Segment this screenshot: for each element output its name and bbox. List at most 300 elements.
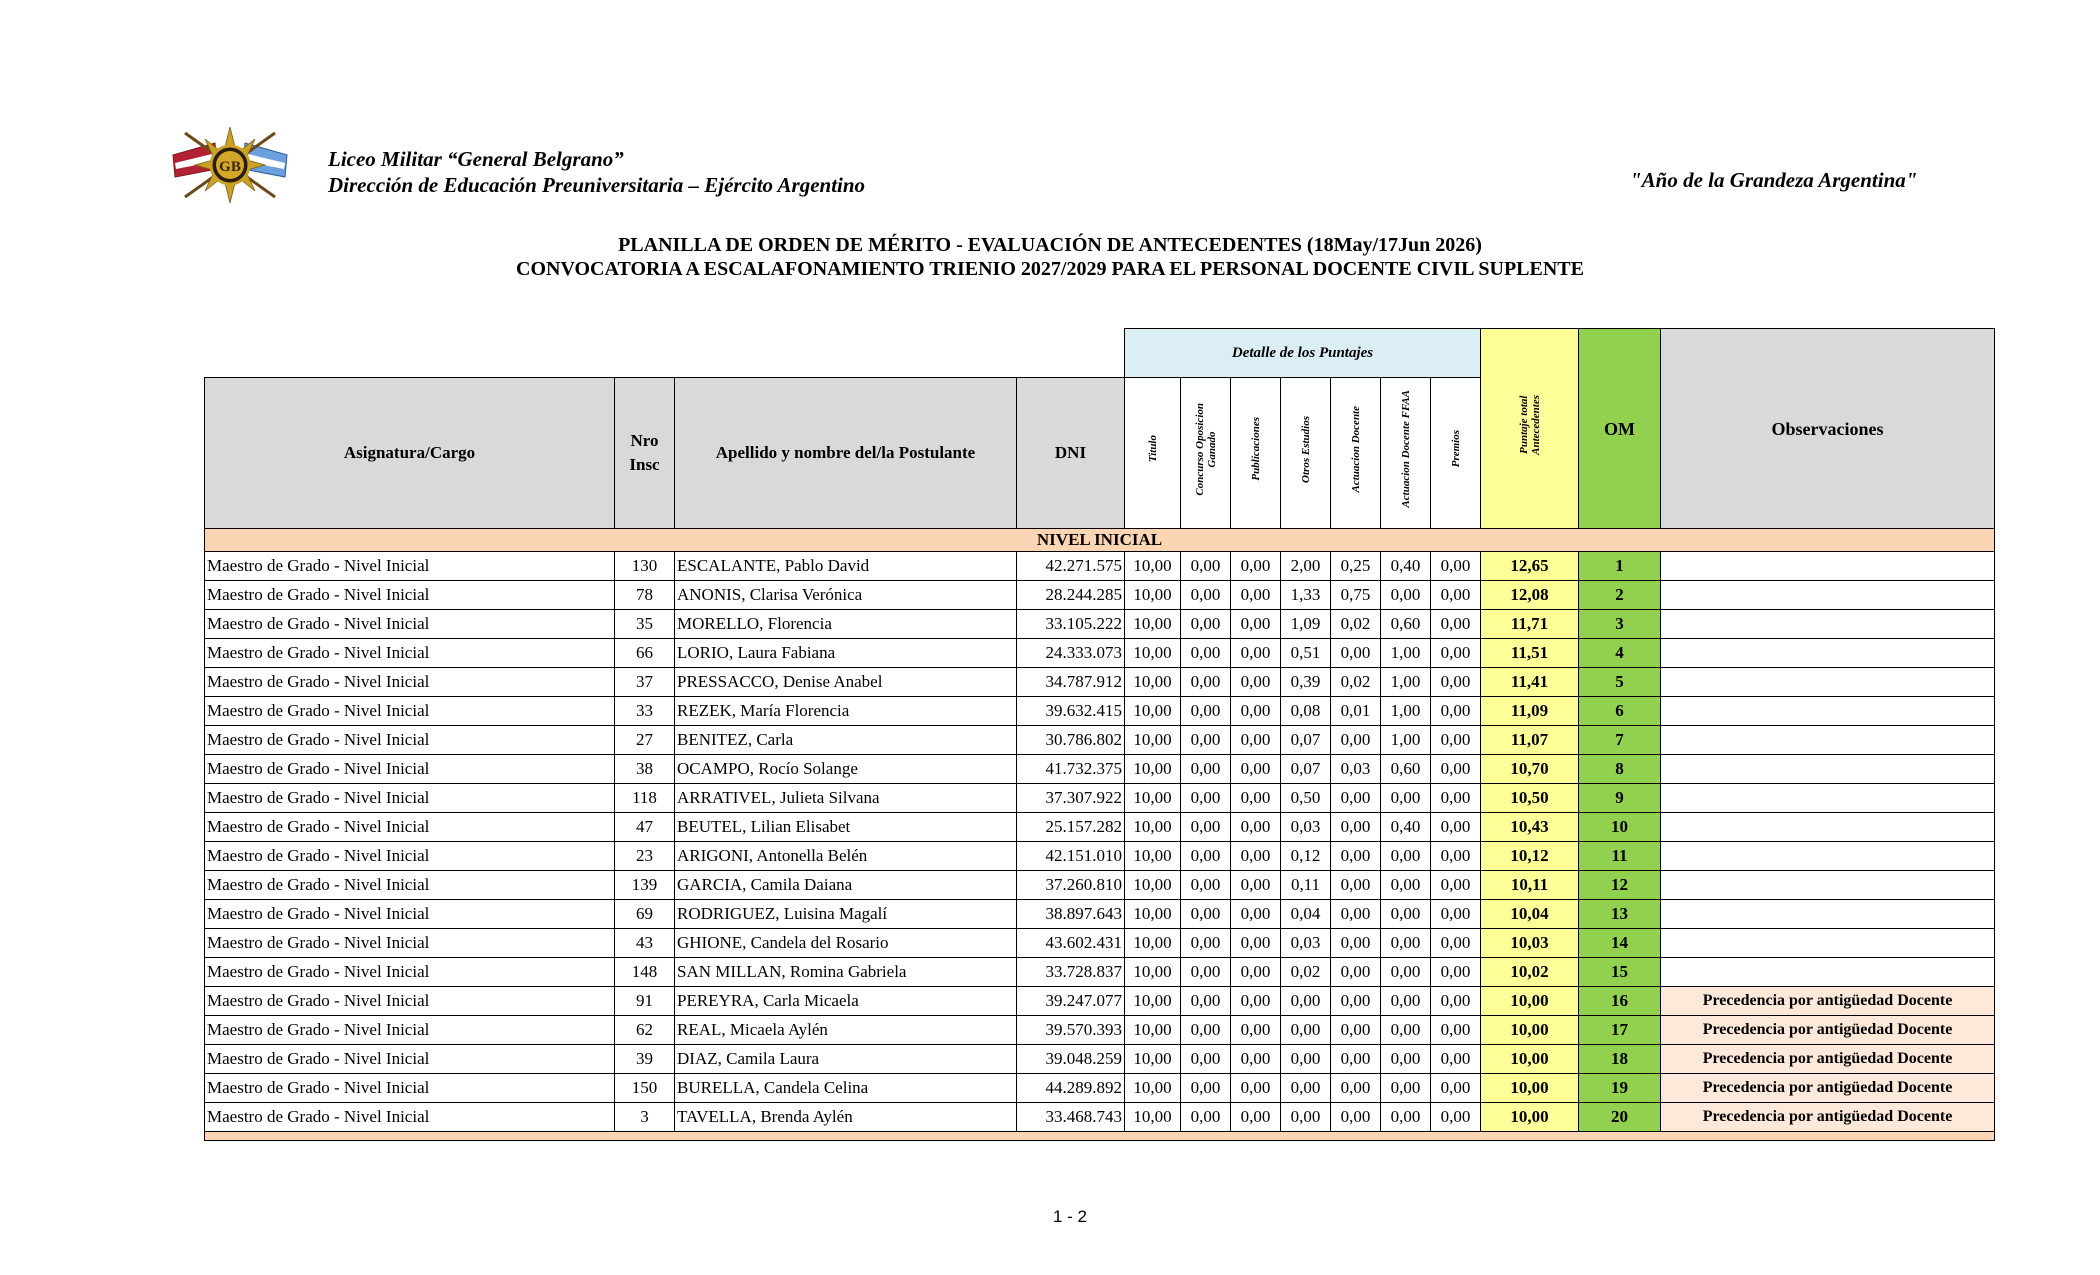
cell-ffaa: 0,00 bbox=[1381, 1074, 1431, 1103]
cell-ffaa: 0,60 bbox=[1381, 755, 1431, 784]
total-header: Puntaje total Antecedentes bbox=[1481, 329, 1579, 529]
cell-otros: 0,00 bbox=[1281, 987, 1331, 1016]
cell-cargo: Maestro de Grado - Nivel Inicial bbox=[205, 958, 615, 987]
cell-cargo: Maestro de Grado - Nivel Inicial bbox=[205, 639, 615, 668]
cell-titulo: 10,00 bbox=[1125, 639, 1181, 668]
cell-publicaciones: 0,00 bbox=[1231, 1074, 1281, 1103]
cell-obs: Precedencia por antigüedad Docente bbox=[1661, 1074, 1995, 1103]
cell-dni: 42.271.575 bbox=[1017, 552, 1125, 581]
cell-dni: 33.468.743 bbox=[1017, 1103, 1125, 1132]
cell-total: 11,71 bbox=[1481, 610, 1579, 639]
cell-publicaciones: 0,00 bbox=[1231, 871, 1281, 900]
cell-om: 11 bbox=[1579, 842, 1661, 871]
cell-nro: 47 bbox=[615, 813, 675, 842]
cell-actuacion: 0,00 bbox=[1331, 929, 1381, 958]
cell-premios: 0,00 bbox=[1431, 1103, 1481, 1132]
cell-concurso: 0,00 bbox=[1181, 1074, 1231, 1103]
cell-cargo: Maestro de Grado - Nivel Inicial bbox=[205, 668, 615, 697]
cell-dni: 44.289.892 bbox=[1017, 1074, 1125, 1103]
cell-premios: 0,00 bbox=[1431, 1074, 1481, 1103]
cell-otros: 0,50 bbox=[1281, 784, 1331, 813]
cell-dni: 42.151.010 bbox=[1017, 842, 1125, 871]
cell-premios: 0,00 bbox=[1431, 697, 1481, 726]
cell-nro: 43 bbox=[615, 929, 675, 958]
cell-dni: 30.786.802 bbox=[1017, 726, 1125, 755]
nro-insc-header: Nro Insc bbox=[615, 378, 675, 529]
cell-otros: 0,07 bbox=[1281, 755, 1331, 784]
cell-cargo: Maestro de Grado - Nivel Inicial bbox=[205, 755, 615, 784]
cell-nombre: LORIO, Laura Fabiana bbox=[675, 639, 1017, 668]
cell-dni: 39.570.393 bbox=[1017, 1016, 1125, 1045]
document-subtitle: CONVOCATORIA A ESCALAFONAMIENTO TRIENIO 2027/2029 PARA EL PERSONAL DOCENTE CIVIL SUPLENTE bbox=[516, 258, 1584, 280]
cell-actuacion: 0,00 bbox=[1331, 639, 1381, 668]
cell-publicaciones: 0,00 bbox=[1231, 697, 1281, 726]
cell-actuacion: 0,02 bbox=[1331, 668, 1381, 697]
cell-ffaa: 0,00 bbox=[1381, 1016, 1431, 1045]
cell-publicaciones: 0,00 bbox=[1231, 639, 1281, 668]
table-row bbox=[205, 1016, 1995, 1045]
cell-nro: 33 bbox=[615, 697, 675, 726]
observaciones-header: Observaciones bbox=[1661, 329, 1995, 529]
table-row bbox=[205, 958, 1995, 987]
cell-obs bbox=[1661, 552, 1995, 581]
cell-om: 3 bbox=[1579, 610, 1661, 639]
table-row bbox=[205, 726, 1995, 755]
cell-dni: 34.787.912 bbox=[1017, 668, 1125, 697]
section-row bbox=[205, 529, 1995, 552]
cell-concurso: 0,00 bbox=[1181, 581, 1231, 610]
cell-titulo: 10,00 bbox=[1125, 987, 1181, 1016]
cell-concurso: 0,00 bbox=[1181, 552, 1231, 581]
detail-group-header: Detalle de los Puntajes bbox=[1125, 329, 1481, 378]
cell-om: 8 bbox=[1579, 755, 1661, 784]
org-department: Dirección de Educación Preuniversitaria – Ejército Argentino bbox=[328, 173, 866, 197]
cell-titulo: 10,00 bbox=[1125, 552, 1181, 581]
cell-premios: 0,00 bbox=[1431, 581, 1481, 610]
cell-nro: 118 bbox=[615, 784, 675, 813]
cell-premios: 0,00 bbox=[1431, 929, 1481, 958]
cell-nro: 23 bbox=[615, 842, 675, 871]
cell-otros: 0,03 bbox=[1281, 813, 1331, 842]
cell-publicaciones: 0,00 bbox=[1231, 610, 1281, 639]
cell-concurso: 0,00 bbox=[1181, 900, 1231, 929]
cell-publicaciones: 0,00 bbox=[1231, 929, 1281, 958]
cell-ffaa: 1,00 bbox=[1381, 697, 1431, 726]
cell-actuacion: 0,00 bbox=[1331, 1103, 1381, 1132]
cell-nro: 91 bbox=[615, 987, 675, 1016]
cell-nro: 3 bbox=[615, 1103, 675, 1132]
cell-nombre: ARIGONI, Antonella Belén bbox=[675, 842, 1017, 871]
table-row bbox=[205, 871, 1995, 900]
cell-otros: 0,08 bbox=[1281, 697, 1331, 726]
cell-publicaciones: 0,00 bbox=[1231, 552, 1281, 581]
cell-actuacion: 0,00 bbox=[1331, 871, 1381, 900]
cell-publicaciones: 0,00 bbox=[1231, 842, 1281, 871]
table-row bbox=[205, 552, 1995, 581]
table-row bbox=[205, 1103, 1995, 1132]
cell-nombre: ARRATIVEL, Julieta Silvana bbox=[675, 784, 1017, 813]
table-row bbox=[205, 755, 1995, 784]
cell-obs: Precedencia por antigüedad Docente bbox=[1661, 1045, 1995, 1074]
cell-dni: 37.260.810 bbox=[1017, 871, 1125, 900]
header-group-row bbox=[205, 329, 1995, 378]
cell-dni: 38.897.643 bbox=[1017, 900, 1125, 929]
cell-concurso: 0,00 bbox=[1181, 929, 1231, 958]
cell-otros: 0,03 bbox=[1281, 929, 1331, 958]
cell-otros: 0,11 bbox=[1281, 871, 1331, 900]
table-row bbox=[205, 813, 1995, 842]
cell-nro: 39 bbox=[615, 1045, 675, 1074]
cell-total: 10,11 bbox=[1481, 871, 1579, 900]
cell-obs bbox=[1661, 610, 1995, 639]
table-row bbox=[205, 784, 1995, 813]
cell-titulo: 10,00 bbox=[1125, 842, 1181, 871]
cell-nombre: ANONIS, Clarisa Verónica bbox=[675, 581, 1017, 610]
cell-total: 12,65 bbox=[1481, 552, 1579, 581]
cell-nro: 35 bbox=[615, 610, 675, 639]
cell-concurso: 0,00 bbox=[1181, 726, 1231, 755]
cell-concurso: 0,00 bbox=[1181, 1045, 1231, 1074]
cell-premios: 0,00 bbox=[1431, 610, 1481, 639]
cell-nombre: OCAMPO, Rocío Solange bbox=[675, 755, 1017, 784]
cell-titulo: 10,00 bbox=[1125, 958, 1181, 987]
cell-cargo: Maestro de Grado - Nivel Inicial bbox=[205, 929, 615, 958]
cell-concurso: 0,00 bbox=[1181, 813, 1231, 842]
cell-cargo: Maestro de Grado - Nivel Inicial bbox=[205, 842, 615, 871]
cell-actuacion: 0,00 bbox=[1331, 900, 1381, 929]
cell-titulo: 10,00 bbox=[1125, 581, 1181, 610]
cell-titulo: 10,00 bbox=[1125, 726, 1181, 755]
cell-titulo: 10,00 bbox=[1125, 900, 1181, 929]
cell-ffaa: 0,40 bbox=[1381, 813, 1431, 842]
cell-obs bbox=[1661, 755, 1995, 784]
svg-text:GB: GB bbox=[219, 159, 241, 175]
cell-om: 10 bbox=[1579, 813, 1661, 842]
cell-nombre: SAN MILLAN, Romina Gabriela bbox=[675, 958, 1017, 987]
cell-dni: 37.307.922 bbox=[1017, 784, 1125, 813]
cell-cargo: Maestro de Grado - Nivel Inicial bbox=[205, 552, 615, 581]
cell-total: 12,08 bbox=[1481, 581, 1579, 610]
cell-total: 10,00 bbox=[1481, 1074, 1579, 1103]
cell-titulo: 10,00 bbox=[1125, 697, 1181, 726]
cell-om: 6 bbox=[1579, 697, 1661, 726]
section-label: NIVEL INICIAL bbox=[205, 529, 1995, 552]
cell-premios: 0,00 bbox=[1431, 900, 1481, 929]
cell-om: 16 bbox=[1579, 987, 1661, 1016]
cell-concurso: 0,00 bbox=[1181, 755, 1231, 784]
cell-premios: 0,00 bbox=[1431, 871, 1481, 900]
cell-publicaciones: 0,00 bbox=[1231, 813, 1281, 842]
cell-premios: 0,00 bbox=[1431, 1045, 1481, 1074]
cell-premios: 0,00 bbox=[1431, 813, 1481, 842]
cell-actuacion: 0,01 bbox=[1331, 697, 1381, 726]
cell-concurso: 0,00 bbox=[1181, 668, 1231, 697]
merit-table bbox=[204, 328, 1995, 1141]
cell-publicaciones: 0,00 bbox=[1231, 581, 1281, 610]
titulo-header: Titulo bbox=[1125, 378, 1181, 529]
cell-premios: 0,00 bbox=[1431, 668, 1481, 697]
cell-om: 13 bbox=[1579, 900, 1661, 929]
cell-om: 19 bbox=[1579, 1074, 1661, 1103]
cell-om: 15 bbox=[1579, 958, 1661, 987]
cell-nro: 69 bbox=[615, 900, 675, 929]
table-body bbox=[205, 552, 1995, 1132]
cell-otros: 0,07 bbox=[1281, 726, 1331, 755]
cell-cargo: Maestro de Grado - Nivel Inicial bbox=[205, 1103, 615, 1132]
cell-actuacion: 0,00 bbox=[1331, 1074, 1381, 1103]
cell-total: 11,07 bbox=[1481, 726, 1579, 755]
cell-om: 5 bbox=[1579, 668, 1661, 697]
cell-nombre: BEUTEL, Lilian Elisabet bbox=[675, 813, 1017, 842]
cell-premios: 0,00 bbox=[1431, 726, 1481, 755]
cell-concurso: 0,00 bbox=[1181, 784, 1231, 813]
cell-titulo: 10,00 bbox=[1125, 784, 1181, 813]
table-row bbox=[205, 610, 1995, 639]
cell-premios: 0,00 bbox=[1431, 552, 1481, 581]
cell-nombre: MORELLO, Florencia bbox=[675, 610, 1017, 639]
cell-cargo: Maestro de Grado - Nivel Inicial bbox=[205, 1045, 615, 1074]
cell-cargo: Maestro de Grado - Nivel Inicial bbox=[205, 726, 615, 755]
cell-obs bbox=[1661, 958, 1995, 987]
cell-obs bbox=[1661, 668, 1995, 697]
cell-otros: 0,00 bbox=[1281, 1074, 1331, 1103]
cell-om: 4 bbox=[1579, 639, 1661, 668]
cell-cargo: Maestro de Grado - Nivel Inicial bbox=[205, 871, 615, 900]
cell-otros: 0,12 bbox=[1281, 842, 1331, 871]
cell-om: 7 bbox=[1579, 726, 1661, 755]
cell-obs bbox=[1661, 813, 1995, 842]
cell-cargo: Maestro de Grado - Nivel Inicial bbox=[205, 784, 615, 813]
cell-publicaciones: 0,00 bbox=[1231, 987, 1281, 1016]
cell-om: 1 bbox=[1579, 552, 1661, 581]
cell-obs: Precedencia por antigüedad Docente bbox=[1661, 1016, 1995, 1045]
cell-ffaa: 0,00 bbox=[1381, 1103, 1431, 1132]
cell-om: 20 bbox=[1579, 1103, 1661, 1132]
cell-om: 9 bbox=[1579, 784, 1661, 813]
cell-premios: 0,00 bbox=[1431, 1016, 1481, 1045]
cell-nro: 66 bbox=[615, 639, 675, 668]
cell-concurso: 0,00 bbox=[1181, 1016, 1231, 1045]
cell-obs bbox=[1661, 871, 1995, 900]
cell-otros: 0,00 bbox=[1281, 1016, 1331, 1045]
cell-ffaa: 0,00 bbox=[1381, 581, 1431, 610]
cell-actuacion: 0,00 bbox=[1331, 1016, 1381, 1045]
document-title: PLANILLA DE ORDEN DE MÉRITO - EVALUACIÓN DE ANTECEDENTES (18May/17Jun 2026) bbox=[618, 234, 1482, 256]
table-row bbox=[205, 639, 1995, 668]
cell-cargo: Maestro de Grado - Nivel Inicial bbox=[205, 813, 615, 842]
cell-dni: 39.247.077 bbox=[1017, 987, 1125, 1016]
cell-cargo: Maestro de Grado - Nivel Inicial bbox=[205, 581, 615, 610]
cell-premios: 0,00 bbox=[1431, 987, 1481, 1016]
cell-nro: 27 bbox=[615, 726, 675, 755]
cell-om: 2 bbox=[1579, 581, 1661, 610]
cell-publicaciones: 0,00 bbox=[1231, 726, 1281, 755]
cell-ffaa: 0,00 bbox=[1381, 871, 1431, 900]
cell-total: 10,50 bbox=[1481, 784, 1579, 813]
cell-obs bbox=[1661, 726, 1995, 755]
cell-premios: 0,00 bbox=[1431, 755, 1481, 784]
table-row bbox=[205, 842, 1995, 871]
table-row bbox=[205, 987, 1995, 1016]
cell-total: 10,03 bbox=[1481, 929, 1579, 958]
cell-nro: 150 bbox=[615, 1074, 675, 1103]
cell-om: 12 bbox=[1579, 871, 1661, 900]
cell-otros: 0,02 bbox=[1281, 958, 1331, 987]
cell-dni: 33.105.222 bbox=[1017, 610, 1125, 639]
cell-nombre: PRESSACCO, Denise Anabel bbox=[675, 668, 1017, 697]
cell-total: 11,51 bbox=[1481, 639, 1579, 668]
cell-actuacion: 0,00 bbox=[1331, 726, 1381, 755]
cell-concurso: 0,00 bbox=[1181, 958, 1231, 987]
cell-titulo: 10,00 bbox=[1125, 668, 1181, 697]
cell-otros: 0,39 bbox=[1281, 668, 1331, 697]
cell-obs: Precedencia por antigüedad Docente bbox=[1661, 1103, 1995, 1132]
cell-concurso: 0,00 bbox=[1181, 610, 1231, 639]
cell-ffaa: 0,00 bbox=[1381, 1045, 1431, 1074]
cell-concurso: 0,00 bbox=[1181, 987, 1231, 1016]
cell-dni: 24.333.073 bbox=[1017, 639, 1125, 668]
cell-otros: 0,00 bbox=[1281, 1103, 1331, 1132]
org-name: Liceo Militar “General Belgrano” bbox=[328, 147, 624, 171]
liceo-logo-icon bbox=[165, 125, 295, 205]
cell-total: 10,70 bbox=[1481, 755, 1579, 784]
cell-ffaa: 0,00 bbox=[1381, 958, 1431, 987]
cell-concurso: 0,00 bbox=[1181, 639, 1231, 668]
cell-actuacion: 0,00 bbox=[1331, 813, 1381, 842]
cell-publicaciones: 0,00 bbox=[1231, 900, 1281, 929]
table-row bbox=[205, 668, 1995, 697]
cell-concurso: 0,00 bbox=[1181, 1103, 1231, 1132]
cell-publicaciones: 0,00 bbox=[1231, 668, 1281, 697]
premios-header: Premios bbox=[1431, 378, 1481, 529]
cell-total: 10,43 bbox=[1481, 813, 1579, 842]
cell-ffaa: 0,60 bbox=[1381, 610, 1431, 639]
cell-actuacion: 0,00 bbox=[1331, 1045, 1381, 1074]
cell-total: 10,04 bbox=[1481, 900, 1579, 929]
cell-dni: 25.157.282 bbox=[1017, 813, 1125, 842]
cell-total: 10,12 bbox=[1481, 842, 1579, 871]
cell-ffaa: 0,00 bbox=[1381, 900, 1431, 929]
cell-nombre: TAVELLA, Brenda Aylén bbox=[675, 1103, 1017, 1132]
cell-titulo: 10,00 bbox=[1125, 1045, 1181, 1074]
cell-obs bbox=[1661, 697, 1995, 726]
organization-header bbox=[328, 146, 865, 198]
cell-actuacion: 0,00 bbox=[1331, 987, 1381, 1016]
cell-ffaa: 0,00 bbox=[1381, 784, 1431, 813]
cell-publicaciones: 0,00 bbox=[1231, 784, 1281, 813]
otros-estudios-header: Otros Estudios bbox=[1281, 378, 1331, 529]
cell-dni: 39.632.415 bbox=[1017, 697, 1125, 726]
table-row bbox=[205, 1045, 1995, 1074]
cell-cargo: Maestro de Grado - Nivel Inicial bbox=[205, 1074, 615, 1103]
cell-titulo: 10,00 bbox=[1125, 813, 1181, 842]
actuacion-ffaa-header: Actuacion Docente FFAA bbox=[1381, 378, 1431, 529]
cell-obs bbox=[1661, 929, 1995, 958]
cell-publicaciones: 0,00 bbox=[1231, 1045, 1281, 1074]
dni-header: DNI bbox=[1017, 378, 1125, 529]
cell-nro: 37 bbox=[615, 668, 675, 697]
cell-om: 17 bbox=[1579, 1016, 1661, 1045]
table-row bbox=[205, 929, 1995, 958]
cell-dni: 33.728.837 bbox=[1017, 958, 1125, 987]
cell-nro: 62 bbox=[615, 1016, 675, 1045]
table-row bbox=[205, 581, 1995, 610]
cell-nombre: REAL, Micaela Aylén bbox=[675, 1016, 1017, 1045]
cell-publicaciones: 0,00 bbox=[1231, 958, 1281, 987]
cell-titulo: 10,00 bbox=[1125, 755, 1181, 784]
cell-total: 11,09 bbox=[1481, 697, 1579, 726]
cell-otros: 0,00 bbox=[1281, 1045, 1331, 1074]
cell-nombre: ESCALANTE, Pablo David bbox=[675, 552, 1017, 581]
cell-total: 11,41 bbox=[1481, 668, 1579, 697]
cell-concurso: 0,00 bbox=[1181, 697, 1231, 726]
cell-actuacion: 0,03 bbox=[1331, 755, 1381, 784]
cell-nombre: PEREYRA, Carla Micaela bbox=[675, 987, 1017, 1016]
asignatura-header: Asignatura/Cargo bbox=[205, 378, 615, 529]
cell-obs bbox=[1661, 900, 1995, 929]
cell-actuacion: 0,02 bbox=[1331, 610, 1381, 639]
cell-titulo: 10,00 bbox=[1125, 1103, 1181, 1132]
nombre-header: Apellido y nombre del/la Postulante bbox=[675, 378, 1017, 529]
cell-premios: 0,00 bbox=[1431, 784, 1481, 813]
cell-obs bbox=[1661, 784, 1995, 813]
cell-concurso: 0,00 bbox=[1181, 842, 1231, 871]
cell-cargo: Maestro de Grado - Nivel Inicial bbox=[205, 987, 615, 1016]
cell-otros: 0,04 bbox=[1281, 900, 1331, 929]
cell-ffaa: 0,00 bbox=[1381, 929, 1431, 958]
table-footer-row bbox=[205, 1132, 1995, 1141]
cell-total: 10,00 bbox=[1481, 1016, 1579, 1045]
cell-nombre: GARCIA, Camila Daiana bbox=[675, 871, 1017, 900]
cell-actuacion: 0,25 bbox=[1331, 552, 1381, 581]
cell-ffaa: 0,40 bbox=[1381, 552, 1431, 581]
cell-cargo: Maestro de Grado - Nivel Inicial bbox=[205, 610, 615, 639]
cell-nombre: BENITEZ, Carla bbox=[675, 726, 1017, 755]
cell-total: 10,00 bbox=[1481, 987, 1579, 1016]
cell-premios: 0,00 bbox=[1431, 958, 1481, 987]
publicaciones-header: Publicaciones bbox=[1231, 378, 1281, 529]
cell-otros: 2,00 bbox=[1281, 552, 1331, 581]
table-row bbox=[205, 1074, 1995, 1103]
cell-titulo: 10,00 bbox=[1125, 929, 1181, 958]
cell-nombre: RODRIGUEZ, Luisina Magalí bbox=[675, 900, 1017, 929]
cell-nro: 78 bbox=[615, 581, 675, 610]
cell-titulo: 10,00 bbox=[1125, 871, 1181, 900]
cell-nombre: REZEK, María Florencia bbox=[675, 697, 1017, 726]
cell-ffaa: 0,00 bbox=[1381, 842, 1431, 871]
cell-nro: 130 bbox=[615, 552, 675, 581]
cell-obs bbox=[1661, 639, 1995, 668]
om-header: OM bbox=[1579, 329, 1661, 529]
cell-otros: 0,51 bbox=[1281, 639, 1331, 668]
cell-publicaciones: 0,00 bbox=[1231, 1103, 1281, 1132]
cell-otros: 1,33 bbox=[1281, 581, 1331, 610]
table-row bbox=[205, 697, 1995, 726]
cell-titulo: 10,00 bbox=[1125, 1074, 1181, 1103]
cell-total: 10,02 bbox=[1481, 958, 1579, 987]
cell-cargo: Maestro de Grado - Nivel Inicial bbox=[205, 1016, 615, 1045]
concurso-header: Concurso Oposicion Ganado bbox=[1181, 378, 1231, 529]
table-row bbox=[205, 900, 1995, 929]
cell-total: 10,00 bbox=[1481, 1103, 1579, 1132]
cell-nombre: DIAZ, Camila Laura bbox=[675, 1045, 1017, 1074]
page-number: 1 - 2 bbox=[1052, 1207, 1088, 1226]
cell-total: 10,00 bbox=[1481, 1045, 1579, 1074]
cell-publicaciones: 0,00 bbox=[1231, 1016, 1281, 1045]
cell-actuacion: 0,00 bbox=[1331, 958, 1381, 987]
cell-dni: 39.048.259 bbox=[1017, 1045, 1125, 1074]
cell-actuacion: 0,00 bbox=[1331, 842, 1381, 871]
